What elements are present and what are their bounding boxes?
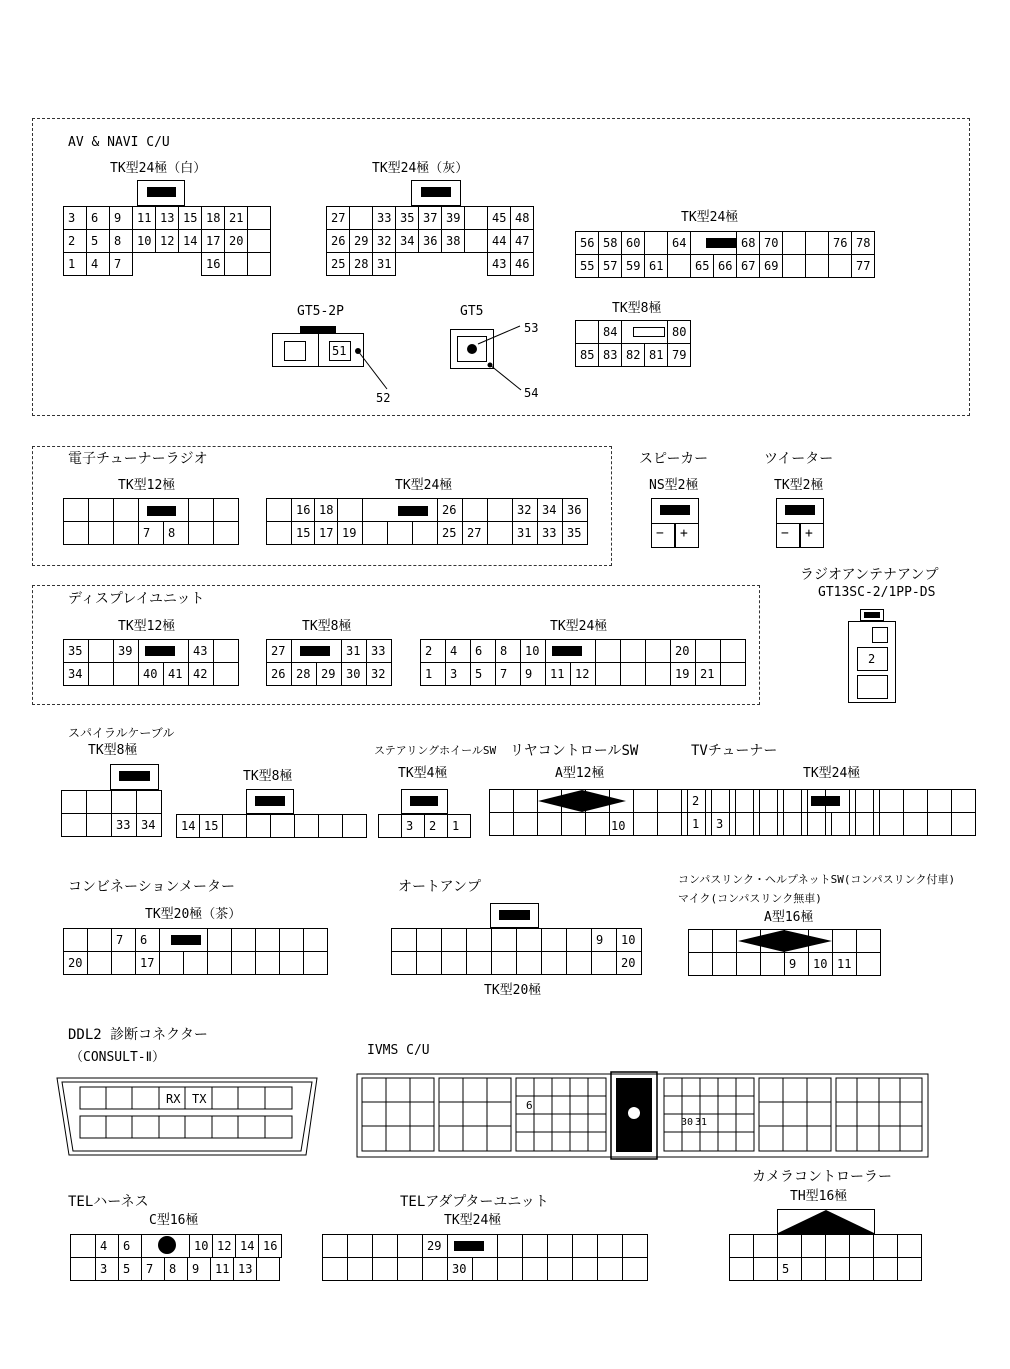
gt5-callout-54: 54	[524, 386, 539, 400]
pin: 32	[367, 663, 392, 686]
pin: 34	[396, 230, 419, 253]
combi-title: コンビネーションメーター	[68, 879, 236, 895]
pin: 10	[190, 1235, 213, 1258]
pin: 11	[211, 1258, 234, 1281]
pin: 33	[367, 640, 392, 663]
pin: 32	[513, 499, 538, 522]
pin: 3	[96, 1258, 119, 1281]
pin: 39	[114, 640, 139, 663]
pin: 65	[691, 255, 714, 278]
pin: 7	[142, 1258, 165, 1281]
display-title: ディスプレイユニット	[68, 591, 205, 607]
pin: 9	[521, 663, 546, 686]
pin: 20	[64, 952, 88, 975]
tv-title: TVチューナー	[691, 743, 778, 759]
pin: 21	[225, 207, 248, 230]
pin: 32	[373, 230, 396, 253]
pin: 33	[373, 207, 396, 230]
display-conn1-label: TK型12極	[118, 619, 176, 634]
pin: 6	[471, 640, 496, 663]
pin: 12	[571, 663, 596, 686]
speaker-title: スピーカー	[639, 451, 709, 467]
pin: 34	[137, 814, 162, 837]
ivms-pin-31: 31	[695, 1117, 708, 1128]
ddl2-title: DDL2 診断コネクター	[68, 1027, 208, 1043]
pin: 17	[315, 522, 338, 545]
pin: 1	[688, 813, 712, 836]
pin: 28	[292, 663, 317, 686]
pin: 41	[164, 663, 189, 686]
pin: 45	[488, 207, 511, 230]
pin: 12	[156, 230, 179, 253]
pin: 5	[778, 1258, 802, 1281]
pin: 29	[350, 230, 373, 253]
pin: 16	[292, 499, 315, 522]
pin: 8	[110, 230, 133, 253]
ddl2-connector	[57, 1078, 317, 1155]
pin: 26	[267, 663, 292, 686]
pin: 6	[119, 1235, 142, 1258]
pin: 10	[617, 929, 642, 952]
autoamp-title: オートアンプ	[398, 879, 482, 895]
pin: 9	[188, 1258, 211, 1281]
pin: 13	[156, 207, 179, 230]
pin: 84	[599, 321, 622, 344]
gt52p-pin: 51	[332, 344, 347, 358]
gt5-callout-53: 53	[524, 321, 539, 335]
gt52p-callout: 52	[376, 391, 391, 405]
pin: 85	[576, 344, 599, 367]
pin: 14	[177, 815, 200, 838]
pin: 64	[668, 232, 691, 255]
pin: 26	[438, 499, 463, 522]
pin: 11	[133, 207, 156, 230]
pin: 10	[809, 953, 833, 976]
pin: 2	[688, 790, 712, 813]
speaker-plus: +	[680, 526, 688, 541]
pin: 39	[442, 207, 465, 230]
pin: 25	[327, 253, 350, 276]
av-conn1-label: TK型24極（白）	[110, 161, 207, 176]
gt5-callout-line-53	[478, 326, 520, 344]
display-conn2-label: TK型8極	[302, 619, 352, 634]
tweeter-plus: +	[805, 526, 813, 541]
pin: 29	[423, 1235, 448, 1258]
pin: 43	[488, 253, 511, 276]
pin: 21	[696, 663, 721, 686]
pin: 46	[511, 253, 534, 276]
pin: 14	[236, 1235, 259, 1258]
pin: 1	[421, 663, 446, 686]
pin: 66	[714, 255, 737, 278]
pin: 3	[712, 813, 736, 836]
av-tk8-label: TK型8極	[612, 301, 662, 316]
pin: 5	[471, 663, 496, 686]
pin: 44	[488, 230, 511, 253]
rear-key-diamond	[538, 790, 626, 812]
pin: 27	[267, 640, 292, 663]
pin: 9	[592, 929, 617, 952]
pin: 19	[671, 663, 696, 686]
pin: 27	[327, 207, 350, 230]
camera-title: カメラコントローラー	[752, 1169, 892, 1185]
pin: 9	[110, 207, 133, 230]
gt5-callout-line-54	[490, 365, 521, 390]
av-conn3-label: TK型24極	[681, 210, 739, 225]
pin: 25	[438, 522, 463, 545]
gt52p-label: GT5-2P	[297, 304, 344, 319]
pin: 30	[342, 663, 367, 686]
pin: 10	[521, 640, 546, 663]
combi-label: TK型20極（茶）	[145, 907, 242, 922]
rear-title: リヤコントロールSW	[510, 743, 639, 759]
tweeter-title: ツイーター	[764, 451, 834, 467]
pin: 28	[350, 253, 373, 276]
tuner-title: 電子チューナーラジオ	[68, 451, 208, 467]
camera-label: TH型16極	[790, 1189, 848, 1204]
tuner-conn2-label: TK型24極	[395, 478, 453, 493]
teladapter-title: TELアダプターユニット	[400, 1194, 549, 1210]
pin: 42	[189, 663, 214, 686]
compass-label: A型16極	[764, 910, 814, 925]
pin: 13	[234, 1258, 257, 1281]
spiral-conn2-label: TK型8極	[243, 769, 293, 784]
pin: 69	[760, 255, 783, 278]
pin: 3	[402, 815, 425, 838]
pin: 8	[496, 640, 521, 663]
pin: 16	[202, 253, 225, 276]
pin: 1	[448, 815, 471, 838]
pin: 67	[737, 255, 760, 278]
pin: 16	[259, 1235, 282, 1258]
pin: 34	[538, 499, 563, 522]
pin: 15	[200, 815, 223, 838]
antenna-title: ラジオアンテナアンプ	[800, 567, 939, 583]
pin: 31	[342, 640, 367, 663]
pin: 36	[563, 499, 588, 522]
pin: 70	[760, 232, 783, 255]
speaker-label: NS型2極	[649, 478, 699, 493]
speaker-minus: −	[656, 526, 664, 541]
pin: 7	[139, 522, 164, 545]
pin: 68	[737, 232, 760, 255]
pin: 29	[317, 663, 342, 686]
tel-key-circle	[158, 1236, 176, 1254]
spiral-title: スパイラルケーブル	[68, 726, 175, 740]
pin: 35	[396, 207, 419, 230]
pin: 12	[213, 1235, 236, 1258]
pin: 82	[622, 344, 645, 367]
pin: 2	[425, 815, 448, 838]
pin: 76	[829, 232, 852, 255]
pin: 31	[513, 522, 538, 545]
pin: 15	[292, 522, 315, 545]
pin: 4	[87, 253, 110, 276]
tel-label: C型16極	[149, 1213, 199, 1228]
pin: 10	[133, 230, 156, 253]
pin: 40	[139, 663, 164, 686]
gt52p-callout-line	[358, 351, 387, 389]
pin: 7	[110, 253, 133, 276]
pin: 2	[421, 640, 446, 663]
pin: 61	[645, 255, 668, 278]
pin: 1	[64, 253, 87, 276]
ddl2-subtitle: （CONSULT-Ⅱ）	[70, 1050, 166, 1065]
pin: 60	[622, 232, 645, 255]
pin: 20	[671, 640, 696, 663]
pin: 78	[852, 232, 875, 255]
pin: 36	[419, 230, 442, 253]
tweeter-label: TK型2極	[774, 478, 824, 493]
pin: 38	[442, 230, 465, 253]
pin: 77	[852, 255, 875, 278]
pin: 4	[96, 1235, 119, 1258]
gt5-pin-dot	[467, 344, 477, 354]
pin: 33	[538, 522, 563, 545]
pin: 6	[87, 207, 110, 230]
compass-title2: マイク(コンパスリンク無車)	[678, 892, 822, 905]
compass-title1: コンパスリンク・ヘルプネットSW(コンパスリンク付車)	[678, 873, 956, 886]
pin: 5	[87, 230, 110, 253]
pin: 9	[785, 953, 809, 976]
teladapter-label: TK型24極	[444, 1213, 502, 1228]
compass-key-diamond	[738, 930, 832, 952]
pin: 17	[202, 230, 225, 253]
pin: 27	[463, 522, 488, 545]
pin: 80	[668, 321, 691, 344]
pin: 55	[576, 255, 599, 278]
av-navi-title: AV & NAVI C/U	[68, 135, 170, 150]
tx-label: TX	[192, 1092, 207, 1106]
tel-title: TELハーネス	[68, 1194, 149, 1210]
pin: 7	[112, 929, 136, 952]
pin: 43	[189, 640, 214, 663]
rear-pin-10: 10	[611, 819, 626, 833]
pin: 34	[64, 663, 89, 686]
pin: 20	[617, 952, 642, 975]
antenna-label: GT13SC-2/1PP-DS	[818, 585, 936, 600]
pin: 6	[136, 929, 160, 952]
steering-label: TK型4極	[398, 766, 448, 781]
rear-label: A型12極	[555, 766, 605, 781]
pin: 35	[563, 522, 588, 545]
pin: 19	[338, 522, 363, 545]
pin: 14	[179, 230, 202, 253]
ivms-center-hole	[628, 1107, 640, 1119]
pin: 48	[511, 207, 534, 230]
steering-title: ステアリングホイールSW	[374, 744, 497, 757]
ivms-pin-6: 6	[526, 1099, 533, 1112]
pin: 26	[327, 230, 350, 253]
pin: 30	[448, 1258, 473, 1281]
rx-label: RX	[166, 1092, 181, 1106]
tv-label: TK型24極	[803, 766, 861, 781]
pin: 4	[446, 640, 471, 663]
pin: 5	[119, 1258, 142, 1281]
pin: 11	[546, 663, 571, 686]
pin: 37	[419, 207, 442, 230]
pin: 47	[511, 230, 534, 253]
pin: 57	[599, 255, 622, 278]
spiral-conn1-label: TK型8極	[88, 743, 138, 758]
pin: 18	[202, 207, 225, 230]
pin: 31	[373, 253, 396, 276]
ivms-title: IVMS C/U	[367, 1043, 430, 1058]
antenna-pin: 2	[868, 652, 876, 666]
pin: 3	[446, 663, 471, 686]
display-conn3-label: TK型24極	[550, 619, 608, 634]
ivms-pin-30: 30	[681, 1117, 694, 1128]
pin: 3	[64, 207, 87, 230]
tweeter-minus: −	[781, 526, 789, 541]
pin: 20	[225, 230, 248, 253]
pin: 35	[64, 640, 89, 663]
pin: 83	[599, 344, 622, 367]
pin: 81	[645, 344, 668, 367]
autoamp-label: TK型20極	[484, 983, 542, 998]
tuner-conn1-label: TK型12極	[118, 478, 176, 493]
pin: 17	[136, 952, 160, 975]
pin: 8	[165, 1258, 188, 1281]
pin: 15	[179, 207, 202, 230]
pin: 59	[622, 255, 645, 278]
pin: 33	[112, 814, 137, 837]
camera-key-triangle	[778, 1210, 874, 1233]
pin: 2	[64, 230, 87, 253]
pin: 8	[164, 522, 189, 545]
gt5-label: GT5	[460, 304, 484, 319]
av-conn2-label: TK型24極（灰）	[372, 161, 469, 176]
pin: 56	[576, 232, 599, 255]
pin: 7	[496, 663, 521, 686]
pin: 18	[315, 499, 338, 522]
pin: 11	[833, 953, 857, 976]
pin: 58	[599, 232, 622, 255]
pin: 79	[668, 344, 691, 367]
